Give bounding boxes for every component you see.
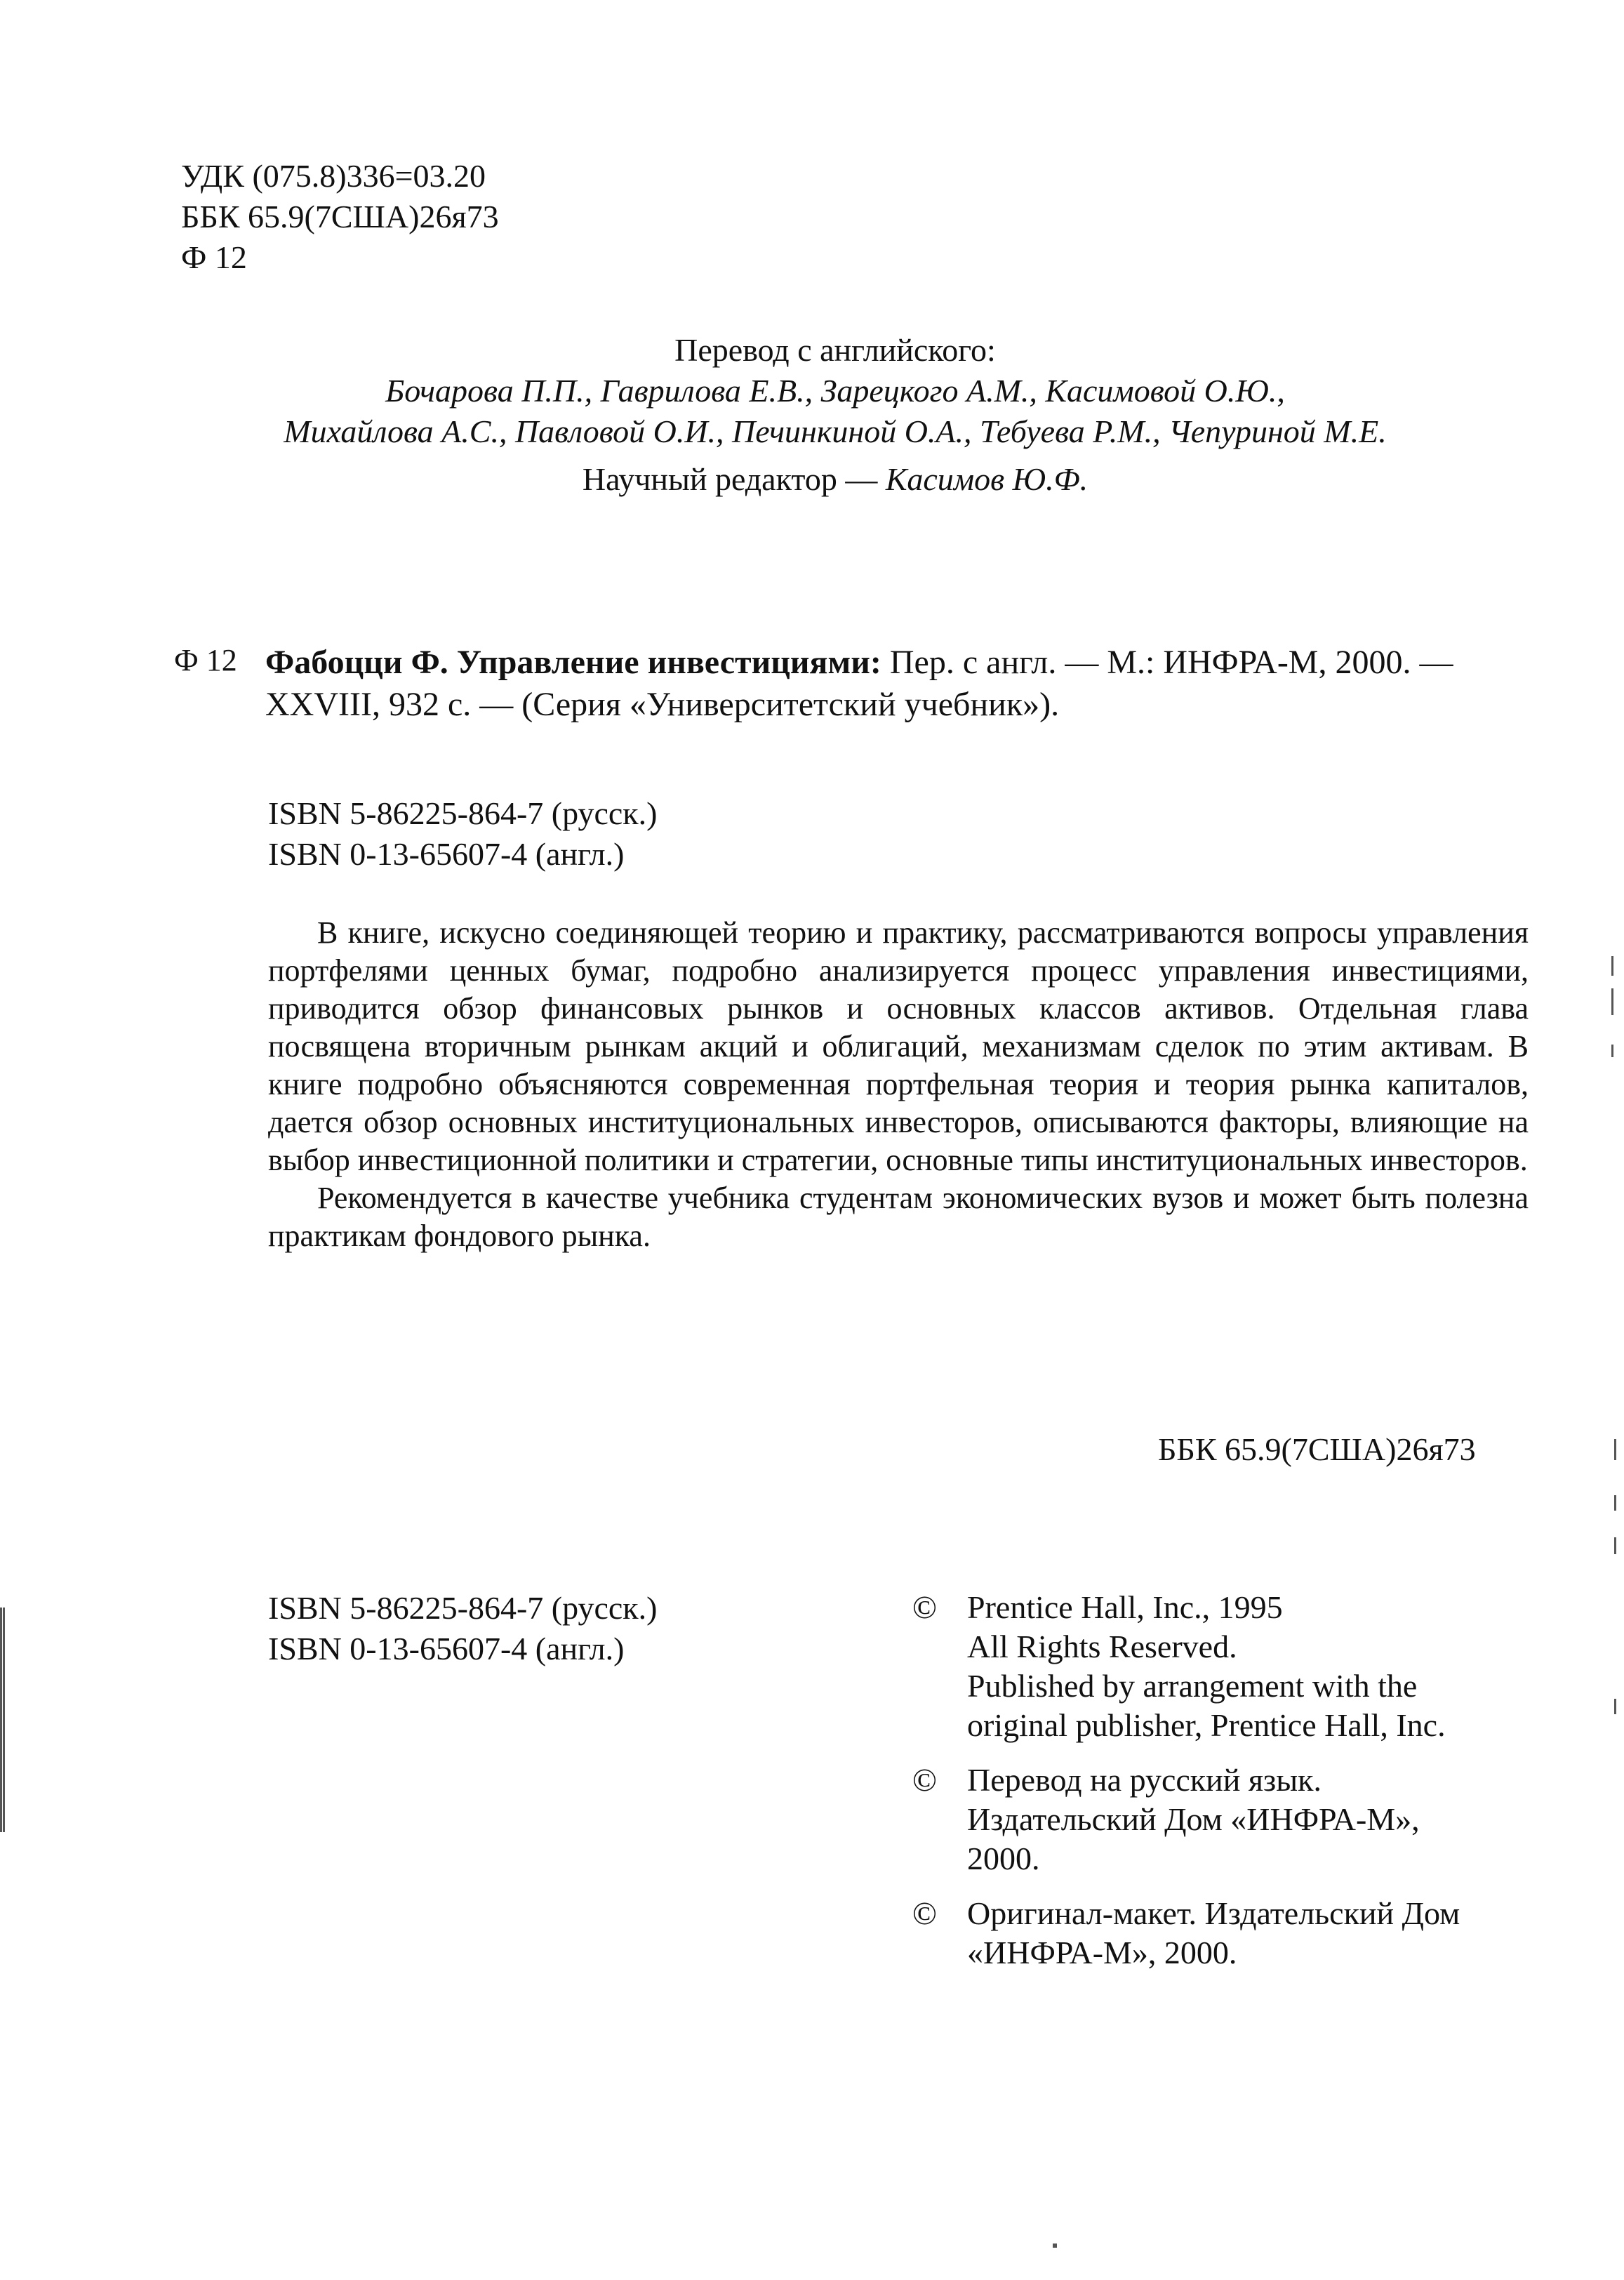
copyright-line: All Rights Reserved. — [967, 1629, 1237, 1664]
bbk-code: ББК 65.9(7США)26я73 — [181, 199, 499, 234]
copyright-symbol: © — [912, 1589, 937, 1625]
copyright-line: Prentice Hall, Inc., 1995 — [967, 1589, 1283, 1625]
editor-label: Научный редактор — — [582, 461, 886, 497]
copyright-line: original publisher, Prentice Hall, Inc. — [967, 1707, 1446, 1743]
isbn-block-top — [268, 793, 657, 875]
copyright-translation — [912, 1761, 1544, 1878]
scan-artifact — [1053, 2243, 1057, 2248]
copyright-line: Published by arrangement with the — [967, 1668, 1418, 1704]
isbn-russian-bottom: ISBN 5-86225-864-7 (русск.) — [268, 1590, 658, 1626]
scientific-editor — [211, 459, 1460, 500]
translators-line-1: Бочарова П.П., Гаврилова Е.В., Зарецкого А.М., Касимовой О.Ю., — [385, 373, 1285, 409]
copyright-symbol: © — [912, 1762, 937, 1798]
translators-line-2: Михайлова А.С., Павловой О.И., Печинкиной О.А., Тебуева Р.М., Чепуриной М.Е. — [284, 413, 1387, 449]
scan-artifact — [1614, 1439, 1616, 1460]
isbn-english: ISBN 0-13-65607-4 (англ.) — [268, 836, 625, 872]
translation-credits — [211, 330, 1460, 500]
scan-artifact — [1611, 1045, 1613, 1057]
copyright-line: 2000. — [967, 1841, 1040, 1876]
udk-code: УДК (075.8)336=03.20 — [181, 158, 486, 194]
scan-artifact — [3, 1608, 5, 1832]
copyright-original — [912, 1588, 1544, 1745]
catalog-code: Ф 12 — [174, 643, 237, 677]
scan-artifact — [1614, 1699, 1616, 1714]
copyright-line: Перевод на русский язык. — [967, 1762, 1322, 1798]
abstract-paragraph-2: Рекомендуется в качестве учебника студентам экономических вузов и может быть полезна практикам фондового рынка. — [268, 1181, 1529, 1253]
author-mark: Ф 12 — [181, 239, 247, 275]
copyright-symbol: © — [912, 1895, 937, 1931]
scan-artifact — [1614, 1495, 1616, 1511]
bbk-code-right: ББК 65.9(7США)26я73 — [1158, 1431, 1476, 1467]
isbn-english-bottom: ISBN 0-13-65607-4 (англ.) — [268, 1631, 625, 1666]
scan-artifact — [1611, 956, 1613, 976]
bibliographic-description — [265, 642, 1529, 726]
abstract-paragraph-1: В книге, искусно соединяющей теорию и практику, рассматриваются вопросы управления портфелями ценных бумаг, подробно анализируется процесс управления инвестициями, приводится обзор финансовых рынков и основных классов активов. Отдельная глава посвящена вторичным рынкам акций и облигаций, механизмам сделок по этим активам. В книге подробно объясняются современная портфельная теория и теория рынка капиталов, дается обзор основных институциональных инвесторов, описываются факторы, влияющие на выбор инвестиционной политики и стратегии, основные типы институциональных инвесторов. — [268, 915, 1529, 1177]
scan-artifact — [1611, 988, 1613, 1015]
editor-name: Касимов Ю.Ф. — [885, 461, 1089, 497]
copyright-line: «ИНФРА-М», 2000. — [967, 1935, 1237, 1970]
scan-artifact — [1614, 1537, 1616, 1554]
copyright-line: Издательский Дом «ИНФРА-М», — [967, 1801, 1420, 1837]
classification-codes — [181, 156, 499, 278]
copyright-line: Оригинал-макет. Издательский Дом — [967, 1895, 1460, 1931]
publication-details: Пер. с англ. — М.: ИНФРА-М, 2000. — XXVIII, 932 с. — (Серия «Университетский учебник»). — [265, 644, 1453, 723]
copyright-notices — [912, 1588, 1544, 1988]
isbn-block-bottom — [268, 1588, 657, 1669]
translation-heading: Перевод с английского: — [674, 332, 996, 368]
scan-artifact — [0, 1608, 2, 1832]
copyright-layout — [912, 1894, 1544, 1973]
author-title: Фабоцци Ф. Управление инвестициями: — [265, 644, 881, 681]
book-abstract — [268, 914, 1529, 1255]
isbn-russian: ISBN 5-86225-864-7 (русск.) — [268, 795, 658, 831]
